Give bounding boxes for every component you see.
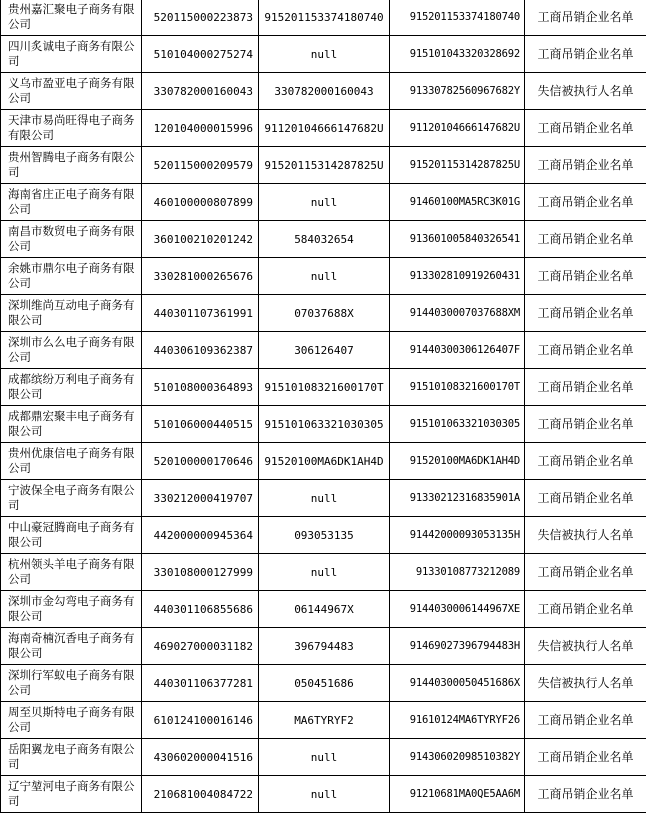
list-type-cell: 工商吊销企业名单 [525,221,646,258]
list-type-cell: 工商吊销企业名单 [525,110,646,147]
list-type-cell: 工商吊销企业名单 [525,443,646,480]
company-name-cell: 宁波保全电子商务有限公司 [1,480,142,517]
list-type-cell: 失信被执行人名单 [525,628,646,665]
registration-number-cell: 520115000209579 [142,147,259,184]
company-name-cell: 四川炙诚电子商务有限公司 [1,36,142,73]
organization-code-cell: null [259,36,390,73]
list-type-cell: 工商吊销企业名单 [525,258,646,295]
list-type-cell: 工商吊销企业名单 [525,332,646,369]
credit-code-cell: 91210681MA0QE5AA6M [390,776,525,813]
company-name-cell: 天津市易尚旺得电子商务有限公司 [1,110,142,147]
credit-code-cell: 915201153374180740 [390,0,525,36]
registration-number-cell: 330281000265676 [142,258,259,295]
organization-code-cell: null [259,554,390,591]
organization-code-cell: 584032654 [259,221,390,258]
registration-number-cell: 520115000223873 [142,0,259,36]
company-name-cell: 南昌市数贸电子商务有限公司 [1,221,142,258]
company-name-cell: 贵州智腾电子商务有限公司 [1,147,142,184]
credit-code-cell: 91442000093053135H [390,517,525,554]
organization-code-cell: MA6TYRYF2 [259,702,390,739]
organization-code-cell: 07037688X [259,295,390,332]
credit-code-cell: 91520100MA6DK1AH4D [390,443,525,480]
registration-number-cell: 469027000031182 [142,628,259,665]
table-row [1,110,646,147]
company-name-cell: 余姚市鼎尔电子商务有限公司 [1,258,142,295]
table-row [1,369,646,406]
credit-code-cell: 91440300306126407F [390,332,525,369]
credit-code-cell: 91330782560967682Y [390,73,525,110]
registration-number-cell: 440301106855686 [142,591,259,628]
registration-number-cell: 330108000127999 [142,554,259,591]
table-row [1,776,646,813]
registration-number-cell: 440301107361991 [142,295,259,332]
organization-code-cell: 915101063321030305 [259,406,390,443]
company-name-cell: 中山豪冠腾商电子商务有限公司 [1,517,142,554]
credit-code-cell: 91440300050451686X [390,665,525,702]
list-type-cell: 工商吊销企业名单 [525,554,646,591]
organization-code-cell: 91120104666147682U [259,110,390,147]
registration-number-cell: 360100210201242 [142,221,259,258]
list-type-cell: 失信被执行人名单 [525,73,646,110]
credit-code-cell: 913601005840326541 [390,221,525,258]
registration-number-cell: 330782000160043 [142,73,259,110]
list-type-cell: 工商吊销企业名单 [525,0,646,36]
company-name-cell: 成都缤纷万利电子商务有限公司 [1,369,142,406]
table-row [1,554,646,591]
table-row [1,665,646,702]
company-name-cell: 义乌市盈亚电子商务有限公司 [1,73,142,110]
registration-number-cell: 120104000015996 [142,110,259,147]
list-type-cell: 失信被执行人名单 [525,665,646,702]
organization-code-cell: 306126407 [259,332,390,369]
organization-code-cell: 396794483 [259,628,390,665]
registration-number-cell: 610124100016146 [142,702,259,739]
company-name-cell: 深圳行军蚁电子商务有限公司 [1,665,142,702]
registration-number-cell: 440306109362387 [142,332,259,369]
list-type-cell: 工商吊销企业名单 [525,702,646,739]
table-row [1,0,646,36]
list-type-cell: 工商吊销企业名单 [525,776,646,813]
list-type-cell: 工商吊销企业名单 [525,480,646,517]
list-type-cell: 工商吊销企业名单 [525,591,646,628]
credit-code-cell: 91510104332032869​2 [390,36,525,73]
credit-code-cell: 91430602098510382Y [390,739,525,776]
table-row [1,36,646,73]
list-type-cell: 工商吊销企业名单 [525,147,646,184]
registration-number-cell: 510104000275274 [142,36,259,73]
registration-number-cell: 210681004084722 [142,776,259,813]
company-name-cell: 海南奇楠沉香电子商务有限公司 [1,628,142,665]
credit-code-cell: 915101063321030305 [390,406,525,443]
credit-code-cell: 91120104666147682U [390,110,525,147]
table-row [1,628,646,665]
organization-code-cell: null [259,739,390,776]
organization-code-cell: 050451686 [259,665,390,702]
table-row [1,702,646,739]
table-row [1,332,646,369]
credit-code-cell: 9144030007037688XM [390,295,525,332]
organization-code-cell: 91520100MA6DK1AH4D [259,443,390,480]
organization-code-cell: 06144967X [259,591,390,628]
registration-number-cell: 430602000041516 [142,739,259,776]
table-row [1,443,646,480]
company-name-cell: 岳阳翼龙电子商务有限公司 [1,739,142,776]
registration-number-cell: 442000000945364 [142,517,259,554]
company-name-cell: 深圳市金勾弯电子商务有限公司 [1,591,142,628]
table-row [1,258,646,295]
table-body [1,0,646,813]
table-row [1,295,646,332]
company-name-cell: 深圳市么么电子商务有限公司 [1,332,142,369]
registration-number-cell: 510108000364893 [142,369,259,406]
credit-code-cell: 9144030006144967XE [390,591,525,628]
table-row [1,739,646,776]
registration-number-cell: 460100000807899 [142,184,259,221]
registration-number-cell: 510106000440515 [142,406,259,443]
registration-number-cell: 520100000170646 [142,443,259,480]
list-type-cell: 工商吊销企业名单 [525,739,646,776]
registration-number-cell: 440301106377281 [142,665,259,702]
company-name-cell: 海南省庄正电子商务有限公司 [1,184,142,221]
organization-code-cell: 91510108321600170T [259,369,390,406]
credit-code-cell: 91520115314287825U [390,147,525,184]
company-name-cell: 深圳维尚互动电子商务有限公司 [1,295,142,332]
company-name-cell: 贵州嘉汇聚电子商务有限公司 [1,0,142,36]
credit-code-cell: 913302810919260431 [390,258,525,295]
credit-code-cell: 91460100MA5RC3K01G [390,184,525,221]
organization-code-cell: 91520115314287825U [259,147,390,184]
table-row [1,184,646,221]
company-name-cell: 贵州优康信电子商务有限公司 [1,443,142,480]
credit-code-cell: 913301087732120​89 [390,554,525,591]
organization-code-cell: null [259,776,390,813]
table-row [1,221,646,258]
registration-number-cell: 330212000419707 [142,480,259,517]
list-type-cell: 工商吊销企业名单 [525,36,646,73]
list-type-cell: 失信被执行人名单 [525,517,646,554]
organization-code-cell: 093053135 [259,517,390,554]
organization-code-cell: null [259,184,390,221]
credit-code-cell: 91610124MA6TYRYF26 [390,702,525,739]
credit-code-cell: 91330212316835901A [390,480,525,517]
list-type-cell: 工商吊销企业名单 [525,369,646,406]
company-name-cell: 杭州领头羊电子商务有限公司 [1,554,142,591]
table-row [1,73,646,110]
credit-code-cell: 91469027396794483H [390,628,525,665]
table-row [1,591,646,628]
company-name-cell: 辽宁堃河电子商务有限公司 [1,776,142,813]
list-type-cell: 工商吊销企业名单 [525,184,646,221]
table-row [1,147,646,184]
organization-code-cell: null [259,480,390,517]
table-row [1,406,646,443]
list-type-cell: 工商吊销企业名单 [525,295,646,332]
organization-code-cell: null [259,258,390,295]
list-type-cell: 工商吊销企业名单 [525,406,646,443]
organization-code-cell: 330782000160043 [259,73,390,110]
table-row [1,480,646,517]
company-name-cell: 成都鼎宏聚丰电子商务有限公司 [1,406,142,443]
company-name-cell: 周至贝斯特电子商务有限公司 [1,702,142,739]
table-row [1,517,646,554]
organization-code-cell: 915201153374180740 [259,0,390,36]
credit-code-cell: 91510108321600170T [390,369,525,406]
